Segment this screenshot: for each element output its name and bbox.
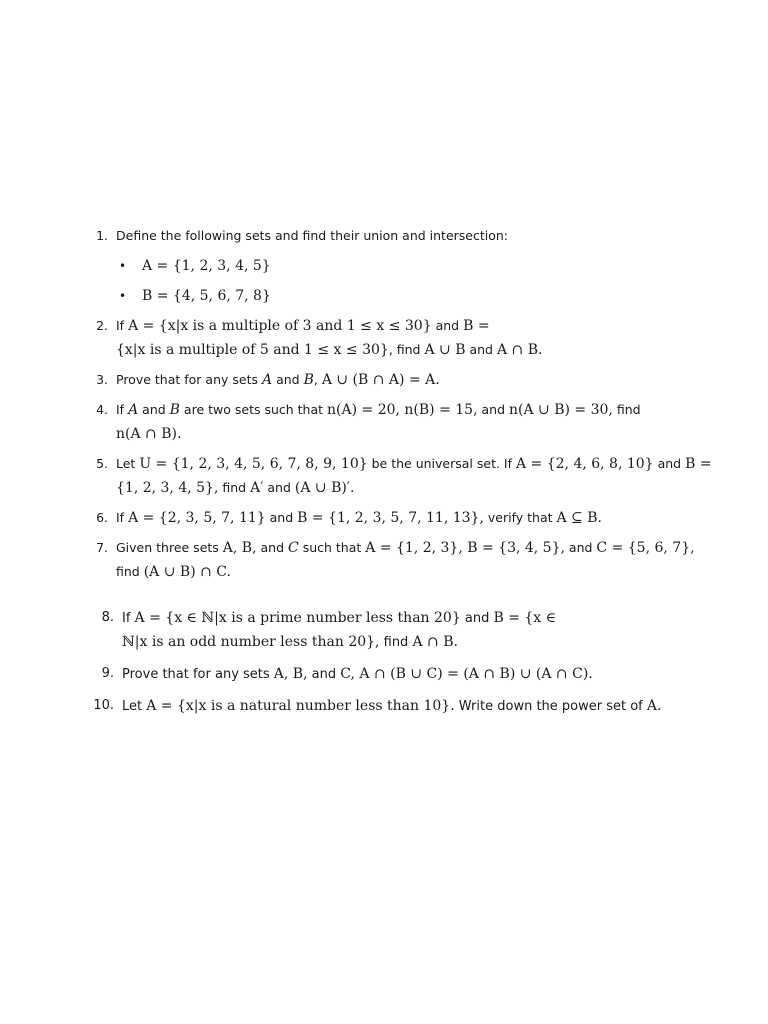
- text: If: [122, 611, 135, 626]
- text: verify that: [483, 510, 557, 525]
- text: find: [612, 402, 641, 417]
- math: B = {x ∈: [493, 610, 557, 626]
- set-definition: A = {1, 2, 3, 4, 5}: [142, 258, 271, 274]
- math: A: [128, 402, 139, 418]
- math: ℕ|x is an odd number less than 20},: [122, 634, 380, 650]
- math: A ∪ (B ∩ A) = A.: [321, 372, 440, 388]
- problem-number: 3.: [96, 372, 108, 387]
- text: be the universal set. If: [367, 456, 516, 471]
- math: A, B,: [222, 540, 257, 556]
- math: {1, 2, 3, 4, 5},: [116, 480, 219, 496]
- text: and: [265, 510, 298, 525]
- text: and: [564, 540, 597, 555]
- text: Given three sets: [116, 540, 223, 555]
- bullet-icon: •: [119, 259, 127, 273]
- math: n(A ∪ B) = 30,: [509, 402, 613, 418]
- problem-line: [122, 662, 593, 687]
- problem-number: 9.: [101, 666, 114, 681]
- problem-line: [116, 476, 354, 500]
- text: and: [477, 402, 510, 417]
- problem-number: 6.: [96, 510, 108, 525]
- math: A = {x|x is a multiple of 3 and 1 ≤ x ≤ 30}: [128, 318, 432, 334]
- text: If: [116, 510, 129, 525]
- math: {x|x is a multiple of 5 and 1 ≤ x ≤ 30}: [116, 342, 389, 358]
- math: A ∩ B.: [496, 342, 543, 358]
- problem-number: 2.: [96, 318, 108, 333]
- math: A = {x|x is a natural number less than 10}.: [146, 698, 455, 714]
- problem-line: [116, 338, 542, 362]
- math: A ∩ B.: [412, 634, 458, 650]
- math: A ⊆ B.: [556, 510, 602, 526]
- math: A = {2, 3, 5, 7, 11}: [128, 510, 266, 526]
- problem-line: [116, 536, 695, 560]
- text: are two sets such that: [179, 402, 328, 417]
- text: If: [116, 318, 129, 333]
- text: ,: [313, 372, 322, 387]
- math: U = {1, 2, 3, 4, 5, 6, 7, 8, 9, 10}: [139, 456, 368, 472]
- problem-line: [116, 398, 641, 422]
- problem-line: [122, 630, 458, 655]
- text: and: [460, 611, 494, 626]
- problem-number: 4.: [96, 402, 108, 417]
- text: Prove that for any sets: [122, 667, 274, 682]
- text: and: [138, 402, 170, 417]
- text: and: [307, 667, 341, 682]
- problem-number: 10.: [93, 698, 114, 713]
- problem-line: [116, 506, 602, 530]
- text: Let: [122, 699, 147, 714]
- problem-text: Define the following sets and find their union and intersection:: [116, 228, 509, 243]
- text: and: [431, 318, 464, 333]
- text: find: [116, 564, 144, 579]
- problem-number: 5.: [96, 456, 108, 471]
- math: C: [288, 540, 299, 556]
- math: B: [303, 372, 314, 388]
- math: A, B,: [273, 666, 308, 682]
- text: Prove that for any sets: [116, 372, 262, 387]
- math: A = {1, 2, 3}, B = {3, 4, 5},: [365, 540, 565, 556]
- problem-line: [116, 368, 440, 392]
- text: If: [116, 402, 129, 417]
- text: and: [465, 342, 497, 357]
- text: Write down the power set of: [454, 699, 647, 714]
- math: A.: [646, 698, 662, 714]
- text: Let: [116, 456, 140, 471]
- problem-number: 1.: [96, 228, 108, 243]
- text: such that: [298, 540, 366, 555]
- problem-line: [122, 694, 661, 719]
- text: find: [379, 635, 413, 650]
- math: A: [261, 372, 273, 388]
- problem-line: [116, 452, 712, 476]
- math: B = {1, 2, 3, 5, 7, 11, 13},: [297, 510, 484, 526]
- math: A ∪ B: [424, 342, 466, 358]
- math: (A ∪ B) ∩ C.: [143, 564, 231, 580]
- set-definition: B = {4, 5, 6, 7, 8}: [142, 288, 271, 304]
- math: B: [169, 402, 180, 418]
- text: and: [272, 372, 304, 387]
- problem-line: [116, 560, 231, 584]
- math: B =: [685, 456, 712, 472]
- text: , find: [388, 342, 425, 357]
- problem-line: [116, 314, 490, 338]
- math: n(A) = 20, n(B) = 15,: [327, 402, 478, 418]
- math: n(A ∩ B).: [116, 426, 182, 442]
- text: and: [256, 540, 288, 555]
- math: (A ∪ B)′.: [294, 480, 355, 496]
- text: and: [263, 480, 295, 495]
- text: find: [218, 480, 251, 495]
- math: C = {5, 6, 7},: [596, 540, 695, 556]
- math: A′: [250, 480, 264, 496]
- math: A = {x ∈ ℕ|x is a prime number less than 20}: [134, 610, 461, 626]
- math: B =: [463, 318, 490, 334]
- problem-line: [122, 606, 556, 631]
- text: and: [653, 456, 686, 471]
- math: A = {2, 4, 6, 8, 10}: [515, 456, 654, 472]
- math: C, A ∩ (B ∪ C) = (A ∩ B) ∪ (A ∩ C).: [340, 666, 593, 682]
- bullet-icon: •: [119, 289, 127, 303]
- problem-number: 8.: [101, 610, 114, 625]
- problem-number: 7.: [96, 540, 108, 555]
